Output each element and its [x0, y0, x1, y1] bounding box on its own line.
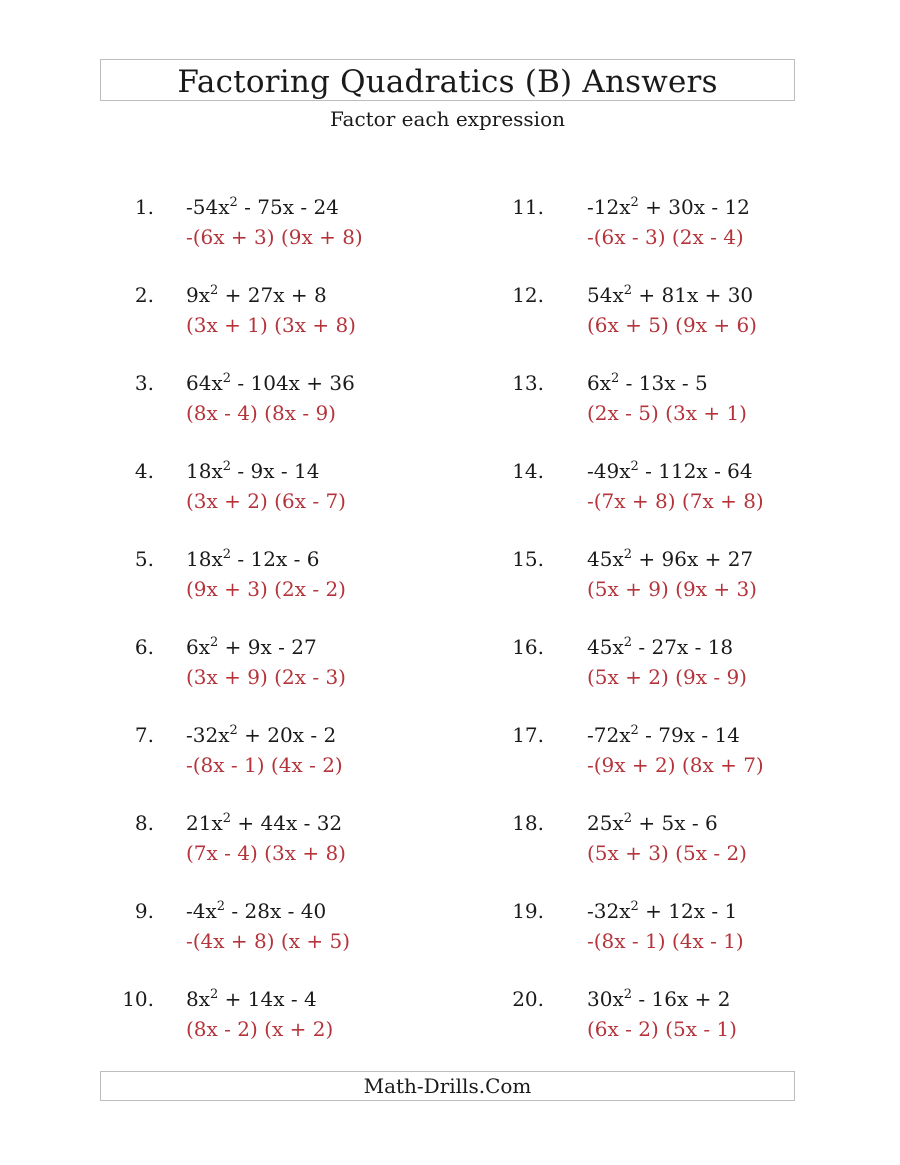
problem-item: [500, 633, 800, 697]
problem-item: [500, 545, 800, 609]
problem-answer: -(8x - 1) (4x - 1): [587, 929, 744, 953]
problem-number: 5.: [134, 547, 154, 571]
problem-expression: $-12x^2 + 30x - 12$: [587, 195, 750, 219]
problem-number: 18.: [512, 811, 544, 835]
problem-number: 1.: [134, 195, 154, 219]
problem-number: 7.: [134, 723, 154, 747]
problem-answer: -(4x + 8) (x + 5): [186, 929, 351, 953]
problem-number: 4.: [134, 459, 154, 483]
problem-answer: (3x + 2) (6x - 7): [186, 489, 346, 513]
problem-item: [110, 457, 410, 521]
problem-number: 14.: [512, 459, 544, 483]
problem-item: [110, 281, 410, 345]
page-title: Factoring Quadratics (B) Answers: [177, 64, 718, 100]
problem-item: [110, 809, 410, 873]
problem-expression: $8x^2 + 14x - 4$: [186, 987, 317, 1011]
problem-answer: (2x - 5) (3x + 1): [587, 401, 747, 425]
problem-number: 13.: [512, 371, 544, 395]
problem-expression: $18x^2 - 9x - 14$: [186, 459, 320, 483]
problem-answer: (9x + 3) (2x - 2): [186, 577, 346, 601]
problem-number: 6.: [134, 635, 154, 659]
problem-item: [110, 985, 410, 1049]
problem-answer: (5x + 3) (5x - 2): [587, 841, 747, 865]
problem-answer: (3x + 1) (3x + 8): [186, 313, 356, 337]
problem-number: 16.: [512, 635, 544, 659]
problem-expression: $45x^2 - 27x - 18$: [587, 635, 734, 659]
problem-answer: (6x - 2) (5x - 1): [587, 1017, 737, 1041]
problem-expression: $-54x^2 - 75x - 24$: [186, 195, 339, 219]
problem-answer: (7x - 4) (3x + 8): [186, 841, 346, 865]
problem-expression: $25x^2 + 5x - 6$: [587, 811, 718, 835]
problem-item: [500, 369, 800, 433]
problem-expression: $-49x^2 - 112x - 64$: [587, 459, 753, 483]
problem-item: [110, 633, 410, 697]
problem-answer: -(8x - 1) (4x - 2): [186, 753, 343, 777]
problem-item: [110, 721, 410, 785]
problem-number: 3.: [134, 371, 154, 395]
problem-answer: (3x + 9) (2x - 3): [186, 665, 346, 689]
problem-number: 2.: [134, 283, 154, 307]
problem-answer: -(6x - 3) (2x - 4): [587, 225, 744, 249]
problem-answer: (6x + 5) (9x + 6): [587, 313, 757, 337]
problem-item: [110, 193, 410, 257]
problem-number: 20.: [512, 987, 544, 1011]
problem-expression: $6x^2 - 13x - 5$: [587, 371, 708, 395]
problem-item: [500, 897, 800, 961]
problem-item: [110, 545, 410, 609]
problem-item: [500, 809, 800, 873]
problem-answer: (5x + 9) (9x + 3): [587, 577, 757, 601]
problem-expression: $-32x^2 + 20x - 2$: [186, 723, 337, 747]
problem-answer: (5x + 2) (9x - 9): [587, 665, 747, 689]
problem-number: 9.: [134, 899, 154, 923]
problem-number: 17.: [512, 723, 544, 747]
footer-credit: Math-Drills.Com: [363, 1074, 532, 1098]
page-subtitle: Factor each expression: [330, 107, 565, 131]
problem-answer: -(9x + 2) (8x + 7): [587, 753, 764, 777]
problem-answer: (8x - 2) (x + 2): [186, 1017, 334, 1041]
problem-number: 8.: [134, 811, 154, 835]
problem-item: [500, 721, 800, 785]
problem-answer: -(7x + 8) (7x + 8): [587, 489, 764, 513]
problem-answer: (8x - 4) (8x - 9): [186, 401, 336, 425]
problem-number: 19.: [512, 899, 544, 923]
problem-number: 11.: [512, 195, 544, 219]
problem-expression: $18x^2 - 12x - 6$: [186, 547, 320, 571]
problem-item: [500, 457, 800, 521]
problem-expression: $6x^2 + 9x - 27$: [186, 635, 317, 659]
problem-expression: $21x^2 + 44x - 32$: [186, 811, 343, 835]
problem-item: [110, 369, 410, 433]
problem-item: [500, 281, 800, 345]
problem-expression: $45x^2 + 96x + 27$: [587, 547, 754, 571]
problem-number: 12.: [512, 283, 544, 307]
problem-expression: $-4x^2 - 28x - 40$: [186, 899, 327, 923]
problem-item: [110, 897, 410, 961]
problem-number: 15.: [512, 547, 544, 571]
problem-item: [500, 193, 800, 257]
problem-item: [500, 985, 800, 1049]
problem-expression: $-32x^2 + 12x - 1$: [587, 899, 738, 923]
problem-expression: $64x^2 - 104x + 36$: [186, 371, 355, 395]
problem-number: 10.: [122, 987, 154, 1011]
problem-expression: $54x^2 + 81x + 30$: [587, 283, 754, 307]
problem-expression: $-72x^2 - 79x - 14$: [587, 723, 740, 747]
problem-answer: -(6x + 3) (9x + 8): [186, 225, 363, 249]
problem-expression: $30x^2 - 16x + 2$: [587, 987, 731, 1011]
problem-expression: $9x^2 + 27x + 8$: [186, 283, 327, 307]
